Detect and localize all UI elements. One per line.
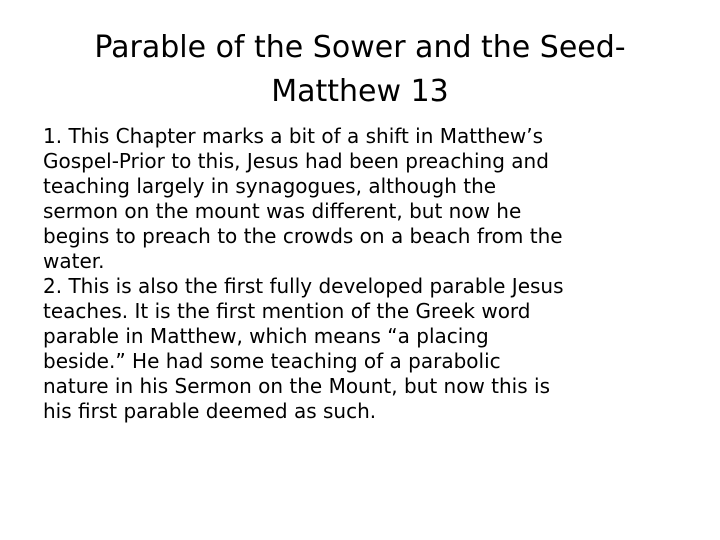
body-line: his first parable deemed as such.	[43, 399, 377, 423]
body-line: teaching largely in synagogues, although the	[43, 174, 497, 198]
body-line: beside.” He had some teaching of a parabolic	[43, 349, 501, 373]
body-line: teaches. It is the first mention of the Greek word	[43, 299, 531, 323]
body-line: nature in his Sermon on the Mount, but now this is	[43, 374, 550, 398]
body-line: sermon on the mount was different, but now he	[43, 199, 522, 223]
body-line: water.	[43, 249, 105, 273]
body-line: parable in Matthew, which means “a placing	[43, 324, 489, 348]
body-line: Gospel-Prior to this, Jesus had been preaching and	[43, 149, 549, 173]
title-line-1: Parable of the Sower and the Seed-	[94, 30, 626, 65]
body-line: 1. This Chapter marks a bit of a shift in Matthew’s	[43, 124, 544, 148]
body-line: begins to preach to the crowds on a beach from the	[43, 224, 563, 248]
title-line-2: Matthew 13	[271, 74, 449, 109]
slide-body	[43, 124, 703, 424]
body-line: 2. This is also the first fully developed parable Jesus	[43, 274, 564, 298]
slide-title	[36, 26, 684, 114]
